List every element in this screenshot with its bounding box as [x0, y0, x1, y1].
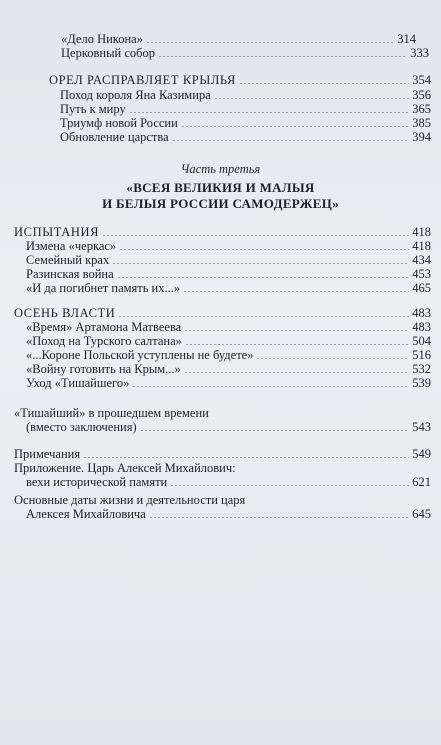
toc-entry-page: 543: [412, 420, 431, 434]
toc-entry: [26, 253, 431, 267]
toc-entry-page: 645: [412, 507, 431, 521]
leader-dots: [170, 485, 409, 486]
toc-entry: [26, 320, 431, 334]
toc-entry-title: «И да погибнет память их...»: [26, 281, 181, 295]
toc-entry-title: Церковный собор: [61, 46, 155, 60]
toc-entry-first-line: Приложение. Царь Алексей Михайлович:: [14, 461, 236, 475]
toc-entry-title: «Войну готовить на Крым...»: [26, 362, 181, 376]
toc-entry-first-line: Основные даты жизни и деятельности царя: [14, 493, 246, 507]
toc-entry: [26, 334, 431, 348]
toc-chapter-page: 483: [412, 306, 431, 320]
toc-entry-page: 418: [412, 239, 431, 253]
part-title-line: «ВСЕЯ ВЕЛИКИЯ И МАЛЫЯ: [126, 180, 315, 195]
leader-dots: [172, 140, 410, 141]
toc-entry-page: 483: [412, 320, 431, 334]
toc-entry-title: Алексея Михайловича: [26, 507, 146, 521]
toc-entry: [26, 281, 431, 295]
toc-entry: [60, 88, 431, 102]
leader-dots: [119, 249, 409, 250]
leader-dots: [102, 235, 409, 236]
toc-entry: [26, 348, 431, 362]
toc-entry-page: 434: [412, 253, 431, 267]
part-label: Часть третья: [180, 162, 261, 176]
toc-entry-first-line: «Тишайший» в прошедшем времени: [14, 406, 209, 420]
toc-entry-title: Уход «Тишайшего»: [26, 376, 130, 390]
toc-entry-page: 356: [412, 88, 431, 102]
toc-entry: [61, 46, 429, 60]
toc-entry: [26, 376, 431, 390]
toc-entry-title: Триумф новой России: [60, 116, 178, 130]
leader-dots: [184, 372, 409, 373]
toc-chapter: [14, 306, 431, 320]
toc-entry: [26, 420, 431, 434]
toc-entry: [60, 130, 431, 144]
toc-entry-page: 333: [410, 46, 429, 60]
toc-entry-title: Путь к миру: [60, 102, 126, 116]
toc-entry-page: 621: [412, 475, 431, 489]
toc-entry: [14, 447, 431, 461]
leader-dots: [112, 263, 409, 264]
toc-entry-page: 314: [397, 32, 416, 46]
leader-dots: [132, 386, 409, 387]
leader-dots: [129, 112, 410, 113]
toc-entry-title: Обновление царства: [60, 130, 169, 144]
leader-dots: [256, 358, 409, 359]
toc-entry-title: «Поход на Турского салтана»: [26, 334, 182, 348]
toc-entry-title: «Дело Никона»: [61, 32, 143, 46]
toc-entry: [60, 102, 431, 116]
toc-chapter-page: 354: [412, 73, 431, 87]
toc-entry-title: (вместо заключения): [26, 420, 137, 434]
toc-chapter: [14, 225, 431, 239]
leader-dots: [149, 517, 410, 518]
toc-entry-page: 394: [412, 130, 431, 144]
toc-entry-page: 504: [412, 334, 431, 348]
toc-entry-title: «...Короне Польской уступлены не будете»: [26, 348, 254, 362]
toc-chapter-title: ОРЕЛ РАСПРАВЛЯЕТ КРЫЛЬЯ: [49, 73, 236, 87]
toc-entry: [60, 116, 431, 130]
toc-entry-title: Поход короля Яна Казимира: [60, 88, 211, 102]
leader-dots: [184, 330, 409, 331]
toc-chapter-title: ИСПЫТАНИЯ: [14, 225, 100, 239]
toc-entry-title: Разинская война: [26, 267, 114, 281]
toc-entry-title: Примечания: [14, 447, 81, 461]
leader-dots: [146, 42, 394, 43]
leader-dots: [118, 316, 409, 317]
toc-entry-page: 453: [412, 267, 431, 281]
toc-entry-page: 465: [412, 281, 431, 295]
leader-dots: [183, 291, 409, 292]
toc-chapter-page: 418: [412, 225, 431, 239]
leader-dots: [185, 344, 409, 345]
toc-entry: [26, 362, 431, 376]
toc-entry: [26, 475, 431, 489]
toc-entry: [61, 32, 416, 46]
toc-entry-title: «Время» Артамона Матвеева: [26, 320, 182, 334]
leader-dots: [140, 430, 410, 431]
toc-entry: [26, 239, 431, 253]
leader-dots: [214, 98, 410, 99]
toc-entry-title: Измена «черкас»: [26, 239, 117, 253]
toc-entry-title: вехи исторической памяти: [26, 475, 168, 489]
toc-entry: [26, 267, 431, 281]
leader-dots: [83, 457, 409, 458]
part-title-line: И БЕЛЫЯ РОССИИ САМОДЕРЖЕЦ»: [102, 196, 339, 211]
leader-dots: [158, 56, 407, 57]
toc-chapter-title: ОСЕНЬ ВЛАСТИ: [14, 306, 116, 320]
toc-entry-page: 385: [412, 116, 431, 130]
leader-dots: [117, 277, 410, 278]
toc-entry-page: 516: [412, 348, 431, 362]
leader-dots: [239, 83, 409, 84]
toc-entry: [26, 507, 431, 521]
toc-entry-page: 539: [412, 376, 431, 390]
toc-entry-title: Семейный крах: [26, 253, 110, 267]
toc-chapter: [49, 73, 431, 87]
leader-dots: [181, 126, 409, 127]
toc-entry-page: 549: [412, 447, 431, 461]
toc-entry-page: 532: [412, 362, 431, 376]
toc-entry-page: 365: [412, 102, 431, 116]
